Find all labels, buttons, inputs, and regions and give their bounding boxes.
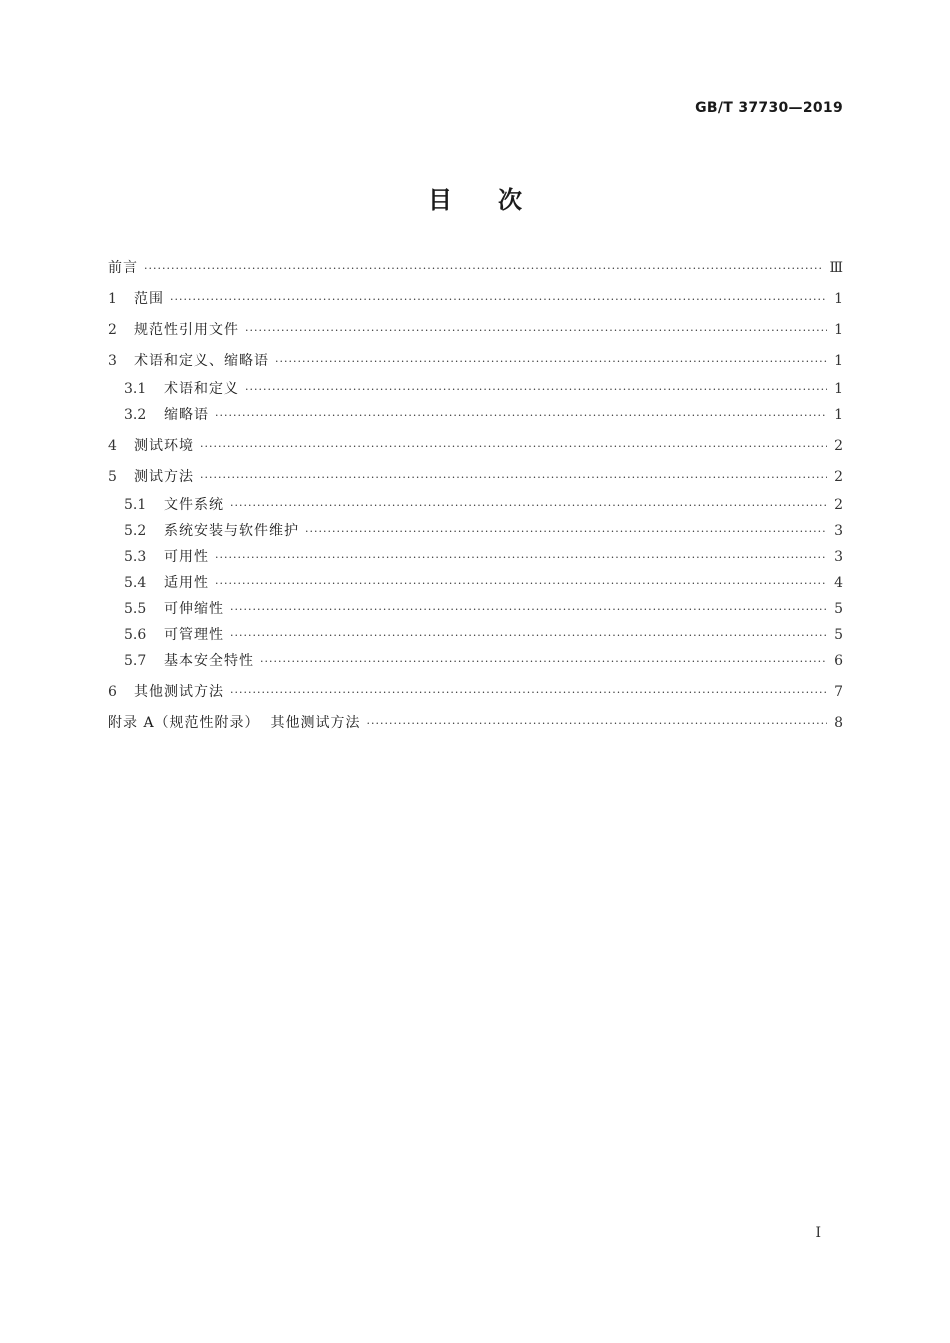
- toc-entry-label: 术语和定义、缩略语: [134, 353, 269, 369]
- toc-section-number: 3.1: [124, 381, 147, 397]
- toc-section-number: 5: [108, 469, 117, 485]
- toc-dot-leader: [245, 321, 827, 341]
- toc-entry-5-3[interactable]: [108, 547, 843, 568]
- page-title: 目次: [428, 186, 568, 214]
- standard-number: GB/T 37730—2019: [695, 100, 843, 116]
- toc-entry-label: 文件系统: [164, 497, 224, 513]
- toc-entry-label: 测试方法: [134, 469, 194, 485]
- toc-entry-2[interactable]: [108, 320, 843, 341]
- toc-page-number: 2: [834, 469, 843, 485]
- toc-page-number: Ⅲ: [829, 260, 843, 276]
- toc-entry-3[interactable]: [108, 351, 843, 372]
- toc-entry-label: 其他测试方法: [134, 684, 224, 700]
- toc-dot-leader: [245, 380, 827, 400]
- toc-entry-foreword[interactable]: [108, 258, 843, 279]
- toc-entry-label: 术语和定义: [164, 381, 239, 397]
- toc-entry-label: 系统安装与软件维护: [164, 523, 299, 539]
- toc-entry-label: 范围: [134, 291, 164, 307]
- toc-dot-leader: [200, 468, 827, 488]
- toc-dot-leader: [260, 652, 827, 672]
- toc-page-number: 1: [834, 353, 843, 369]
- toc-entry-label: 可用性: [164, 549, 209, 565]
- toc-entry-6[interactable]: [108, 682, 843, 703]
- toc-dot-leader: [215, 548, 827, 568]
- toc-section-number: 6: [108, 684, 117, 700]
- toc-section-number: 5.6: [124, 627, 147, 643]
- toc-entry-label: 基本安全特性: [164, 653, 254, 669]
- toc-entry-4[interactable]: [108, 436, 843, 457]
- toc-page-number: 6: [834, 653, 843, 669]
- toc-dot-leader: [170, 290, 827, 310]
- toc-dot-leader: [230, 683, 827, 703]
- toc-dot-leader: [275, 352, 827, 372]
- toc-entry-label: 可管理性: [164, 627, 224, 643]
- toc-dot-leader: [200, 437, 827, 457]
- toc-dot-leader: [230, 600, 827, 620]
- toc-entry-3-1[interactable]: [108, 379, 843, 400]
- toc-entry-5[interactable]: [108, 467, 843, 488]
- toc-page-number: 1: [834, 381, 843, 397]
- toc-page-number: 7: [834, 684, 843, 700]
- toc-dot-leader: [366, 714, 827, 734]
- toc-dot-leader: [215, 406, 827, 426]
- toc-section-number: 5.5: [124, 601, 147, 617]
- toc-entry-5-7[interactable]: [108, 651, 843, 672]
- toc-page-number: 8: [834, 715, 843, 731]
- toc-page-number: 4: [834, 575, 843, 591]
- toc-dot-leader: [215, 574, 827, 594]
- toc-entry-label: 前言: [108, 260, 138, 276]
- toc-section-number: 5.4: [124, 575, 147, 591]
- toc-entry-label: 规范性引用文件: [134, 322, 239, 338]
- toc-dot-leader: [230, 496, 827, 516]
- toc-entry-label: 可伸缩性: [164, 601, 224, 617]
- toc-entry-label: 附录 A（规范性附录） 其他测试方法: [108, 715, 361, 731]
- toc-page-number: 1: [834, 407, 843, 423]
- toc-section-number: 1: [108, 291, 117, 307]
- toc-entry-label: 适用性: [164, 575, 209, 591]
- table-of-contents: [108, 258, 843, 734]
- page-number: Ⅰ: [815, 1225, 821, 1241]
- toc-section-number: 2: [108, 322, 117, 338]
- toc-entry-5-5[interactable]: [108, 599, 843, 620]
- toc-page-number: 2: [834, 497, 843, 513]
- toc-dot-leader: [230, 626, 827, 646]
- toc-section-number: 5.7: [124, 653, 147, 669]
- toc-entry-5-1[interactable]: [108, 495, 843, 516]
- toc-entry-label: 缩略语: [164, 407, 209, 423]
- toc-section-number: 4: [108, 438, 117, 454]
- toc-entry-annex-a[interactable]: [108, 713, 843, 734]
- toc-section-number: 5.3: [124, 549, 147, 565]
- toc-page-number: 3: [834, 523, 843, 539]
- toc-entry-5-2[interactable]: [108, 521, 843, 542]
- toc-page-number: 1: [834, 322, 843, 338]
- toc-section-number: 5.2: [124, 523, 147, 539]
- toc-entry-3-2[interactable]: [108, 405, 843, 426]
- toc-page-number: 3: [834, 549, 843, 565]
- toc-page-number: 5: [834, 601, 843, 617]
- toc-section-number: 3: [108, 353, 117, 369]
- toc-entry-5-4[interactable]: [108, 573, 843, 594]
- toc-section-number: 5.1: [124, 497, 147, 513]
- toc-entry-label: 测试环境: [134, 438, 194, 454]
- toc-dot-leader: [144, 259, 823, 279]
- toc-section-number: 3.2: [124, 407, 147, 423]
- toc-page-number: 2: [834, 438, 843, 454]
- toc-page-number: 1: [834, 291, 843, 307]
- toc-dot-leader: [305, 522, 827, 542]
- toc-page-number: 5: [834, 627, 843, 643]
- toc-entry-1[interactable]: [108, 289, 843, 310]
- toc-entry-5-6[interactable]: [108, 625, 843, 646]
